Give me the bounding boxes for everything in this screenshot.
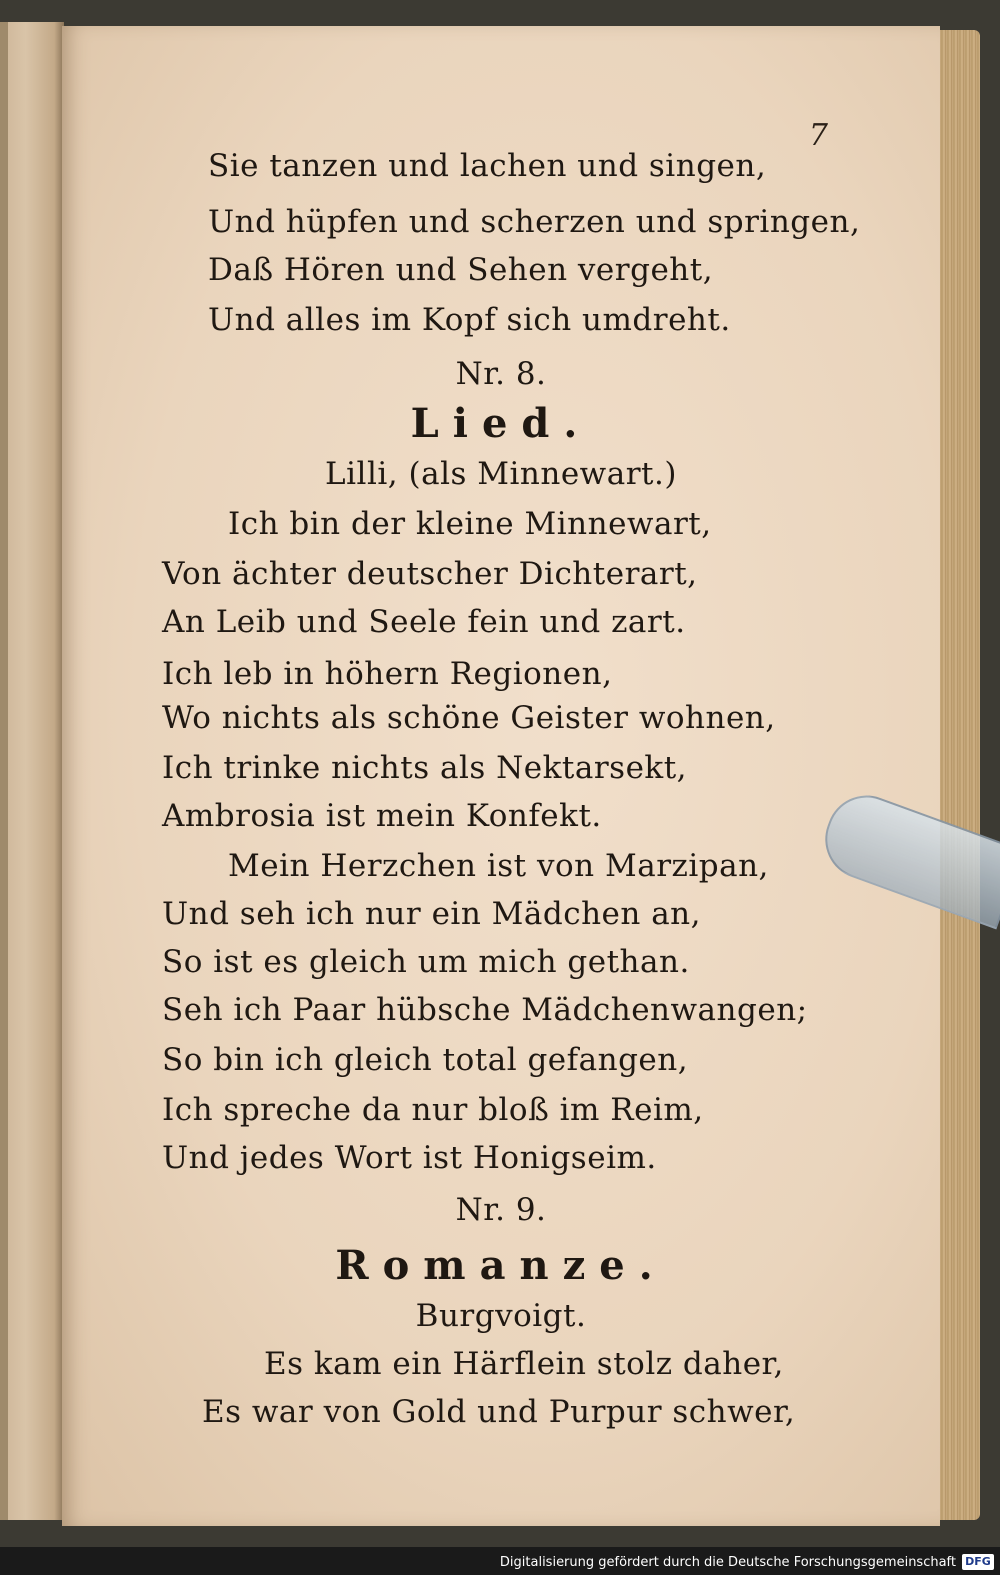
text-line: Ich trinke nichts als Nektarsekt,	[162, 750, 688, 786]
text-line: Mein Herzchen ist von Marzipan,	[228, 848, 769, 884]
text-line: Und jedes Wort ist Honigseim.	[162, 1140, 657, 1176]
text-line: Ich leb in höhern Regionen,	[162, 656, 613, 692]
text-line: Daß Hören und Sehen vergeht,	[208, 252, 714, 288]
text-line: Und alles im Kopf sich umdreht.	[208, 302, 731, 338]
section-number: Nr. 8.	[455, 356, 547, 392]
section-heading: Lied.	[410, 400, 592, 447]
section-heading: Romanze.	[335, 1242, 667, 1289]
left-page-edge	[0, 22, 64, 1520]
text-line: Ich bin der kleine Minnewart,	[228, 506, 712, 542]
text-line: Es war von Gold und Purpur schwer,	[202, 1394, 796, 1430]
text-line: Und seh ich nur ein Mädchen an,	[162, 896, 702, 932]
text-line: Von ächter deutscher Dichterart,	[162, 556, 698, 592]
text-line: Es kam ein Härflein stolz daher,	[264, 1346, 784, 1382]
text-line: An Leib und Seele fein und zart.	[162, 604, 686, 640]
text-line: So bin ich gleich total gefangen,	[162, 1042, 689, 1078]
footer-bar	[0, 1547, 1000, 1575]
text-line: Seh ich Paar hübsche Mädchenwangen;	[162, 992, 808, 1028]
text-line: Ich spreche da nur bloß im Reim,	[162, 1092, 704, 1128]
dfg-logo: DFG	[962, 1554, 994, 1570]
text-line: Wo nichts als schöne Geister wohnen,	[162, 700, 776, 736]
text-line: So ist es gleich um mich gethan.	[162, 944, 690, 980]
page-text	[62, 26, 940, 1526]
left-binding	[0, 22, 8, 1520]
book-page	[62, 26, 940, 1526]
page-number: 7	[808, 118, 828, 153]
section-number: Nr. 9.	[455, 1192, 547, 1228]
text-line: Ambrosia ist mein Konfekt.	[162, 798, 602, 834]
text-line: Sie tanzen und lachen und singen,	[208, 148, 767, 184]
speaker-line: Lilli, (als Minnewart.)	[325, 456, 677, 492]
speaker-line: Burgvoigt.	[415, 1298, 587, 1334]
clip-body	[814, 784, 1000, 929]
footer-credit: Digitalisierung gefördert durch die Deutsche Forschungsgemeinschaft	[499, 1555, 956, 1570]
text-line: Und hüpfen und scherzen und springen,	[208, 204, 861, 240]
